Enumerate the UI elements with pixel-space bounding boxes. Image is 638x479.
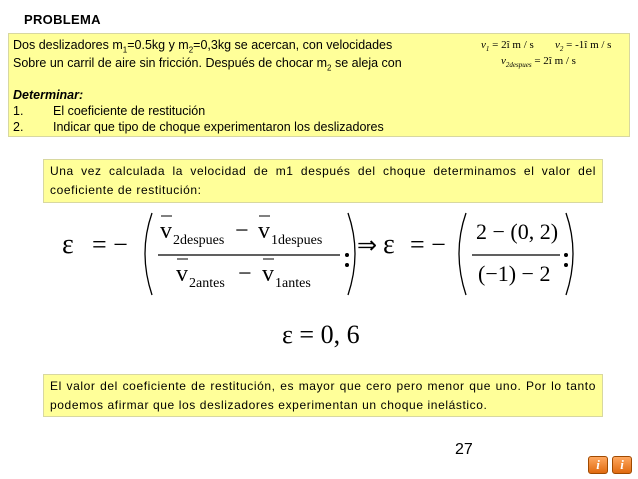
info-button-2[interactable] (612, 456, 632, 474)
vector-v: v (176, 261, 188, 287)
velocity-v2-despues (501, 55, 576, 69)
subscript: 2despues (173, 233, 225, 248)
problem-statement-box (8, 33, 630, 137)
result-value: ε = 0, 6 (282, 320, 360, 349)
vector-v: v (555, 39, 560, 51)
vector-v: v (160, 218, 172, 244)
dot (564, 253, 568, 257)
subscript: 1 (122, 45, 128, 55)
restitution-formula (0, 205, 638, 365)
problem-line-2 (13, 56, 402, 73)
text: Dos deslizadores m (13, 38, 123, 52)
subscript: 1 (485, 45, 490, 54)
implies-arrow: ⇒ (357, 233, 378, 259)
velocity-v1 (481, 39, 534, 53)
page-number: 27 (455, 441, 473, 458)
dot (345, 253, 349, 257)
subscript: 2 (327, 63, 332, 73)
info-button-1[interactable] (588, 456, 608, 474)
epsilon-symbol: ε (383, 229, 395, 260)
denominator-value: (−1) − 2 (478, 261, 551, 286)
vector-v: v (262, 261, 274, 287)
vector-v: v (481, 39, 486, 51)
text: =0,3kg se acercan, con velocidades (193, 38, 393, 52)
equals-minus: = − (92, 230, 128, 259)
value: = 2î m / s (531, 55, 576, 67)
vector-v: v (501, 55, 506, 67)
question-item-1 (13, 104, 206, 118)
info-icon: i (620, 457, 624, 472)
text: =0.5kg y m (127, 38, 189, 52)
subscript: 1despues (271, 233, 323, 248)
subscript: 1antes (275, 276, 311, 291)
dot (345, 263, 349, 267)
value: = 2î m / s (489, 39, 534, 51)
value: = -1î m / s (563, 39, 612, 51)
minus-sign: − (235, 218, 249, 244)
right-paren (348, 213, 355, 295)
dot (564, 263, 568, 267)
left-paren (459, 213, 466, 295)
subscript: 2antes (189, 276, 225, 291)
subscript: 2 (188, 45, 194, 55)
epsilon-symbol: ε (62, 229, 74, 260)
explanation-box: Una vez calculada la velocidad de m1 después del choque determinamos el valor del coeficiente de restitución: (43, 159, 603, 203)
vector-v: v (258, 218, 270, 244)
determinar-label: Determinar: (13, 88, 84, 102)
info-icon: i (596, 457, 600, 472)
question-item-2 (13, 120, 384, 134)
subscript: 2despues (505, 61, 532, 70)
numerator-value: 2 − (0, 2) (476, 219, 559, 244)
problem-heading: PROBLEMA (24, 12, 101, 27)
item-number: 1. (13, 104, 24, 118)
item-number: 2. (13, 120, 24, 134)
equals-minus: = − (410, 230, 446, 259)
conclusion-box: El valor del coeficiente de restitución, es mayor que cero pero menor que uno. Por lo tanto podemos afirmar que los deslizadores experimentan un choque inelástico. (43, 374, 603, 417)
velocity-v2 (555, 39, 611, 53)
subscript: 2 (559, 45, 564, 54)
item-text: El coeficiente de restitución (53, 104, 206, 118)
text: se aleja con (331, 56, 402, 70)
left-paren (145, 213, 152, 295)
item-text: Indicar que tipo de choque experimentaron los deslizadores (53, 120, 384, 134)
text: Sobre un carril de aire sin fricción. Después de chocar m (13, 56, 328, 70)
minus-sign: − (238, 261, 252, 287)
problem-line-1 (13, 38, 392, 55)
